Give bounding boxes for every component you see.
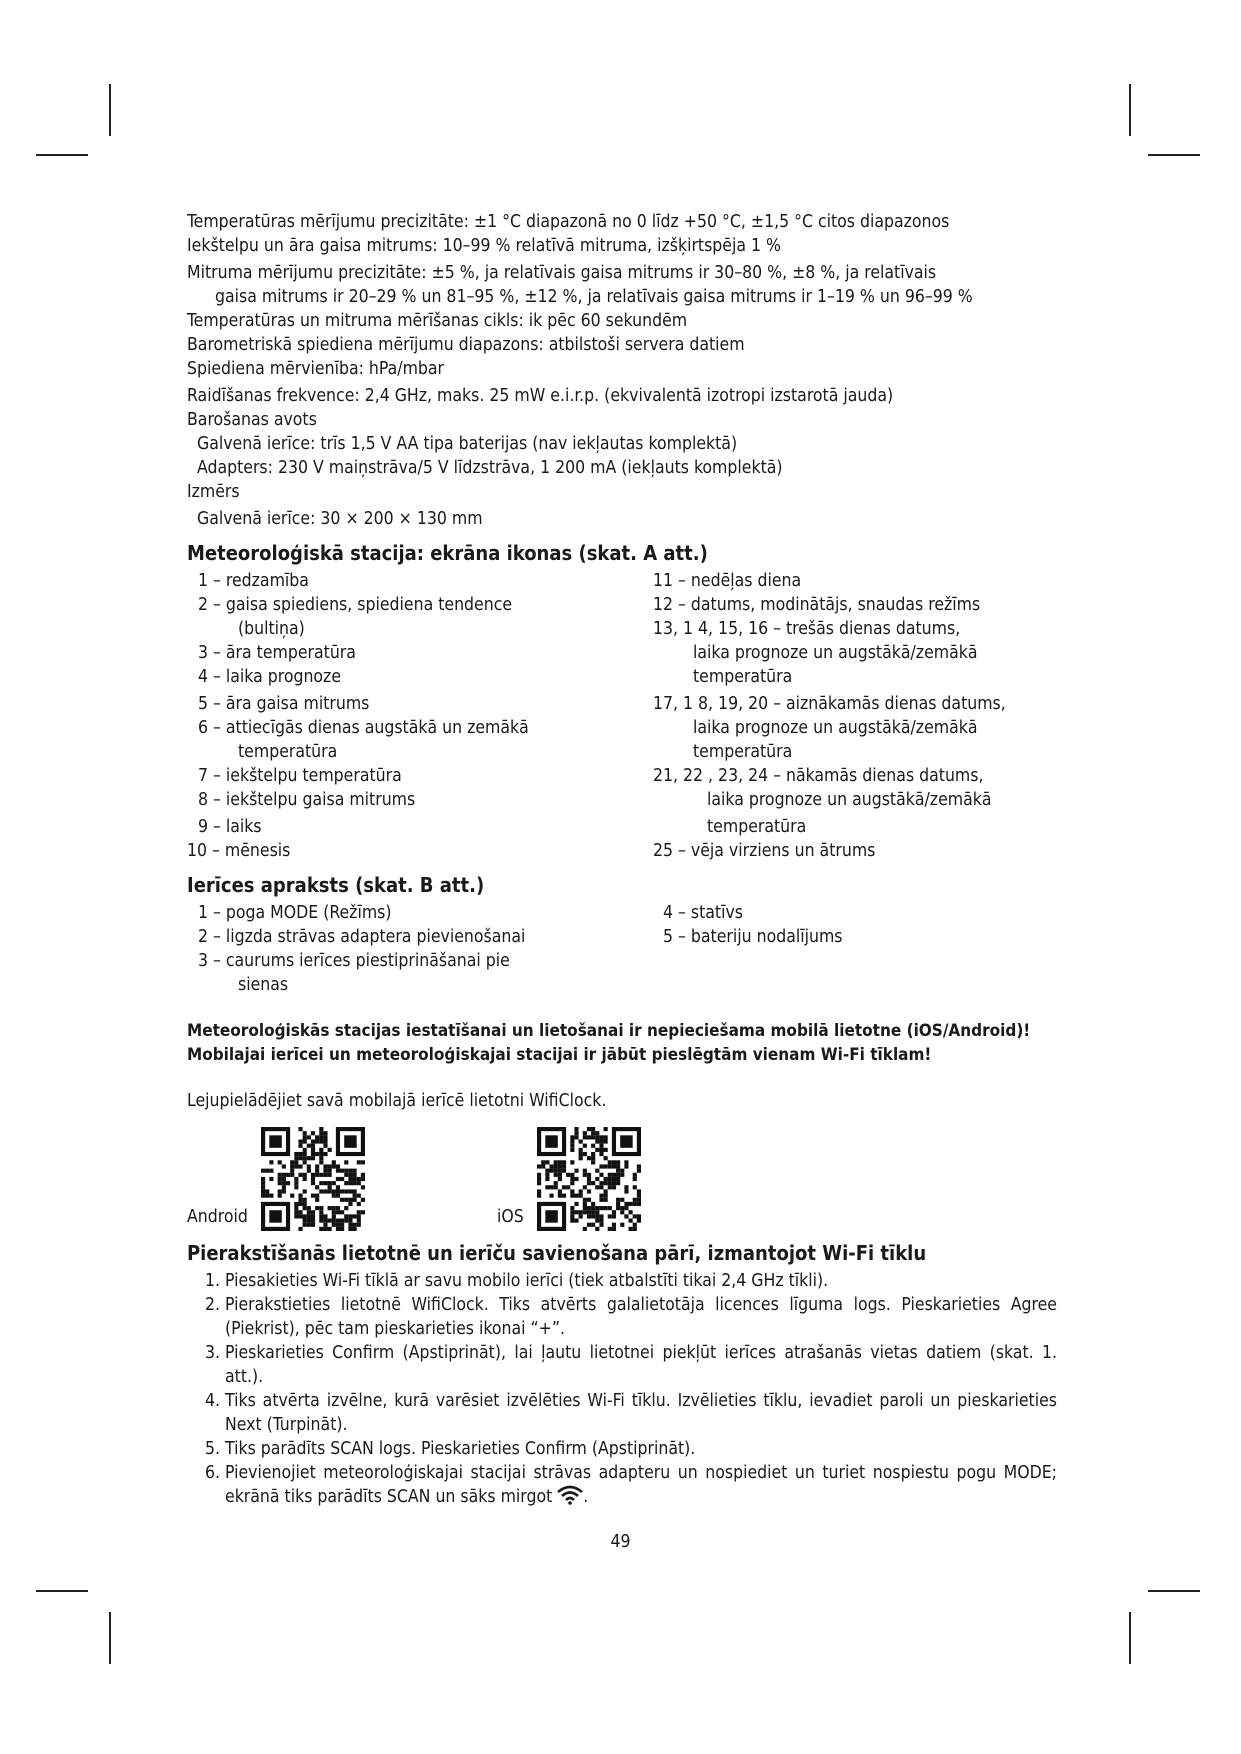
crop-mark-bottom-left-horizontal — [36, 1590, 88, 1592]
qr-codes — [187, 1123, 1057, 1235]
ios-label: iOS — [497, 1207, 524, 1227]
list-item-cont: laika prognoze un augstākā/zemākā — [707, 790, 992, 810]
list-item-cont: temperatūra — [693, 742, 793, 762]
pairing-section-heading: Pierakstīšanās lietotnē un ierīču savienošana pārī, izmantojot Wi-Fi tīklu — [187, 1241, 927, 1265]
spec-line: gaisa mitrums ir 20–29 % un 81–95 %, ±12 %, ja relatīvais gaisa mitrums ir 1–19 % un 96–99 % — [215, 287, 973, 307]
icons-list — [187, 569, 1057, 863]
spec-line: Izmērs — [187, 482, 240, 502]
note-line: Mobilajai ierīcei un meteoroloģiskajai stacijai ir jābūt pieslēgtām vienam Wi-Fi tīklam! — [187, 1045, 932, 1065]
list-item-cont: sienas — [238, 975, 289, 995]
list-item: 1 – redzamība — [198, 571, 309, 591]
list-item: 17, 1 8, 19, 20 – aiznākamās dienas datums, — [653, 694, 1006, 714]
pairing-step: 2. Pierakstieties lietotnē WifiClock. Tiks atvērts galalietotāja licences līguma logs. Pieskarieties Agree (Piekrist), pēc tam pieskarieties ikonai “+”. — [225, 1293, 1057, 1341]
list-item-cont: (bultiņa) — [238, 619, 305, 639]
device-list-left — [187, 901, 653, 997]
crop-mark-bottom-right-horizontal — [1148, 1590, 1200, 1592]
list-item: 4 – statīvs — [663, 903, 743, 923]
list-item-cont: temperatūra — [707, 817, 807, 837]
android-label: Android — [187, 1207, 248, 1227]
list-item: 3 – āra temperatūra — [198, 643, 356, 663]
list-item: 6 – attiecīgās dienas augstākā un zemākā — [198, 718, 529, 738]
crop-mark-top-right-vertical — [1129, 84, 1131, 136]
pairing-step: 3. Pieskarieties Confirm (Apstiprināt), lai ļautu lietotnei piekļūt ierīces atrašanās vietas datiem (skat. 1. att.). — [225, 1341, 1057, 1389]
list-item: 12 – datums, modinātājs, snaudas režīms — [653, 595, 981, 615]
spec-line: Iekštelpu un āra gaisa mitrums: 10–99 % relatīvā mitruma, izšķirtspēja 1 % — [187, 236, 781, 256]
list-item: 2 – ligzda strāvas adaptera pievienošanai — [198, 927, 526, 947]
list-item: 8 – iekštelpu gaisa mitrums — [198, 790, 416, 810]
list-item: 21, 22 , 23, 24 – nākamās dienas datums, — [653, 766, 984, 786]
list-item: 5 – āra gaisa mitrums — [198, 694, 370, 714]
list-item: 2 – gaisa spiediens, spiediena tendence — [198, 595, 513, 615]
crop-mark-bottom-right-vertical — [1129, 1612, 1131, 1664]
list-item: 9 – laiks — [198, 817, 262, 837]
device-list-right — [653, 901, 1057, 997]
crop-mark-top-right-horizontal — [1148, 154, 1200, 156]
crop-mark-top-left-vertical — [109, 84, 111, 136]
spec-line: Mitruma mērījumu precizitāte: ±5 %, ja relatīvais gaisa mitrums ir 30–80 %, ±8 %, ja relatīvais — [187, 263, 937, 283]
list-item-cont: temperatūra — [693, 667, 793, 687]
icons-list-left — [187, 569, 653, 863]
pairing-step: 1. Piesakieties Wi-Fi tīklā ar savu mobilo ierīci (tiek atbalstīti tikai 2,4 GHz tīkli). — [225, 1269, 1057, 1293]
page-number: 49 — [610, 1532, 631, 1552]
list-item: 10 – mēnesis — [187, 841, 291, 861]
crop-mark-top-left-horizontal — [36, 154, 88, 156]
list-item-cont: laika prognoze un augstākā/zemākā — [693, 718, 978, 738]
pairing-steps — [187, 1269, 1057, 1509]
pairing-step: 6. Pievienojiet meteoroloģiskajai stacijai strāvas adapteru un nospiediet un turiet nospiestu pogu MODE; ekrānā tiks parādīts SCAN un sāks mirgot . — [225, 1461, 1057, 1509]
download-instruction: Lejupielādējiet savā mobilajā ierīcē lietotni WifiClock. — [187, 1091, 607, 1111]
spec-line: Barošanas avots — [187, 410, 317, 430]
list-item: 1 – poga MODE (Režīms) — [198, 903, 392, 923]
spec-line: Temperatūras un mitruma mērīšanas cikls: ik pēc 60 sekundēm — [187, 311, 688, 331]
app-requirement-note — [187, 1019, 1057, 1067]
list-item: 13, 1 4, 15, 16 – trešās dienas datums, — [653, 619, 961, 639]
icons-list-right — [653, 569, 1057, 863]
specifications — [187, 210, 1057, 531]
list-item-cont: laika prognoze un augstākā/zemākā — [693, 643, 978, 663]
spec-line: Galvenā ierīce: trīs 1,5 V AA tipa baterijas (nav iekļautas komplektā) — [197, 434, 738, 454]
spec-line: Spiediena mērvienība: hPa/mbar — [187, 359, 445, 379]
spec-line: Barometriskā spiediena mērījumu diapazons: atbilstoši servera datiem — [187, 335, 745, 355]
list-item: 4 – laika prognoze — [198, 667, 342, 687]
page-content — [187, 210, 1057, 1509]
device-list — [187, 901, 1057, 997]
list-item-cont: temperatūra — [238, 742, 338, 762]
pairing-step: 4. Tiks atvērta izvēlne, kurā varēsiet izvēlēties Wi-Fi tīklu. Izvēlieties tīklu, ievadiet paroli un pieskarieties Next (Turpināt). — [225, 1389, 1057, 1437]
spec-line: Galvenā ierīce: 30 × 200 × 130 mm — [197, 509, 483, 529]
device-section-heading: Ierīces apraksts (skat. B att.) — [187, 873, 485, 897]
list-item: 3 – caurums ierīces piestiprināšanai pie — [198, 951, 510, 971]
ios-qr-code-icon[interactable] — [537, 1127, 641, 1231]
spec-line: Adapters: 230 V maiņstrāva/5 V līdzstrāva, 1 200 mA (iekļauts komplektā) — [197, 458, 783, 478]
list-item: 7 – iekštelpu temperatūra — [198, 766, 402, 786]
icons-section-heading: Meteoroloģiskā stacija: ekrāna ikonas (skat. A att.) — [187, 541, 708, 565]
list-item: 5 – bateriju nodalījums — [663, 927, 843, 947]
spec-line: Temperatūras mērījumu precizitāte: ±1 °C diapazonā no 0 līdz +50 °C, ±1,5 °C citos diapazonos — [187, 212, 950, 232]
list-item: 11 – nedēļas diena — [653, 571, 802, 591]
spec-line: Raidīšanas frekvence: 2,4 GHz, maks. 25 mW e.i.r.p. (ekvivalentā izotropi izstarotā jauda) — [187, 386, 894, 406]
list-item: 25 – vēja virziens un ātrums — [653, 841, 876, 861]
note-line: Meteoroloģiskās stacijas iestatīšanai un lietošanai ir nepieciešama mobilā lietotne (iOS/Android)! — [187, 1021, 1031, 1041]
android-qr-code-icon[interactable] — [261, 1127, 365, 1231]
wifi-icon — [557, 1485, 583, 1505]
crop-mark-bottom-left-vertical — [109, 1612, 111, 1664]
pairing-step: 5. Tiks parādīts SCAN logs. Pieskarieties Confirm (Apstiprināt). — [225, 1437, 1057, 1461]
